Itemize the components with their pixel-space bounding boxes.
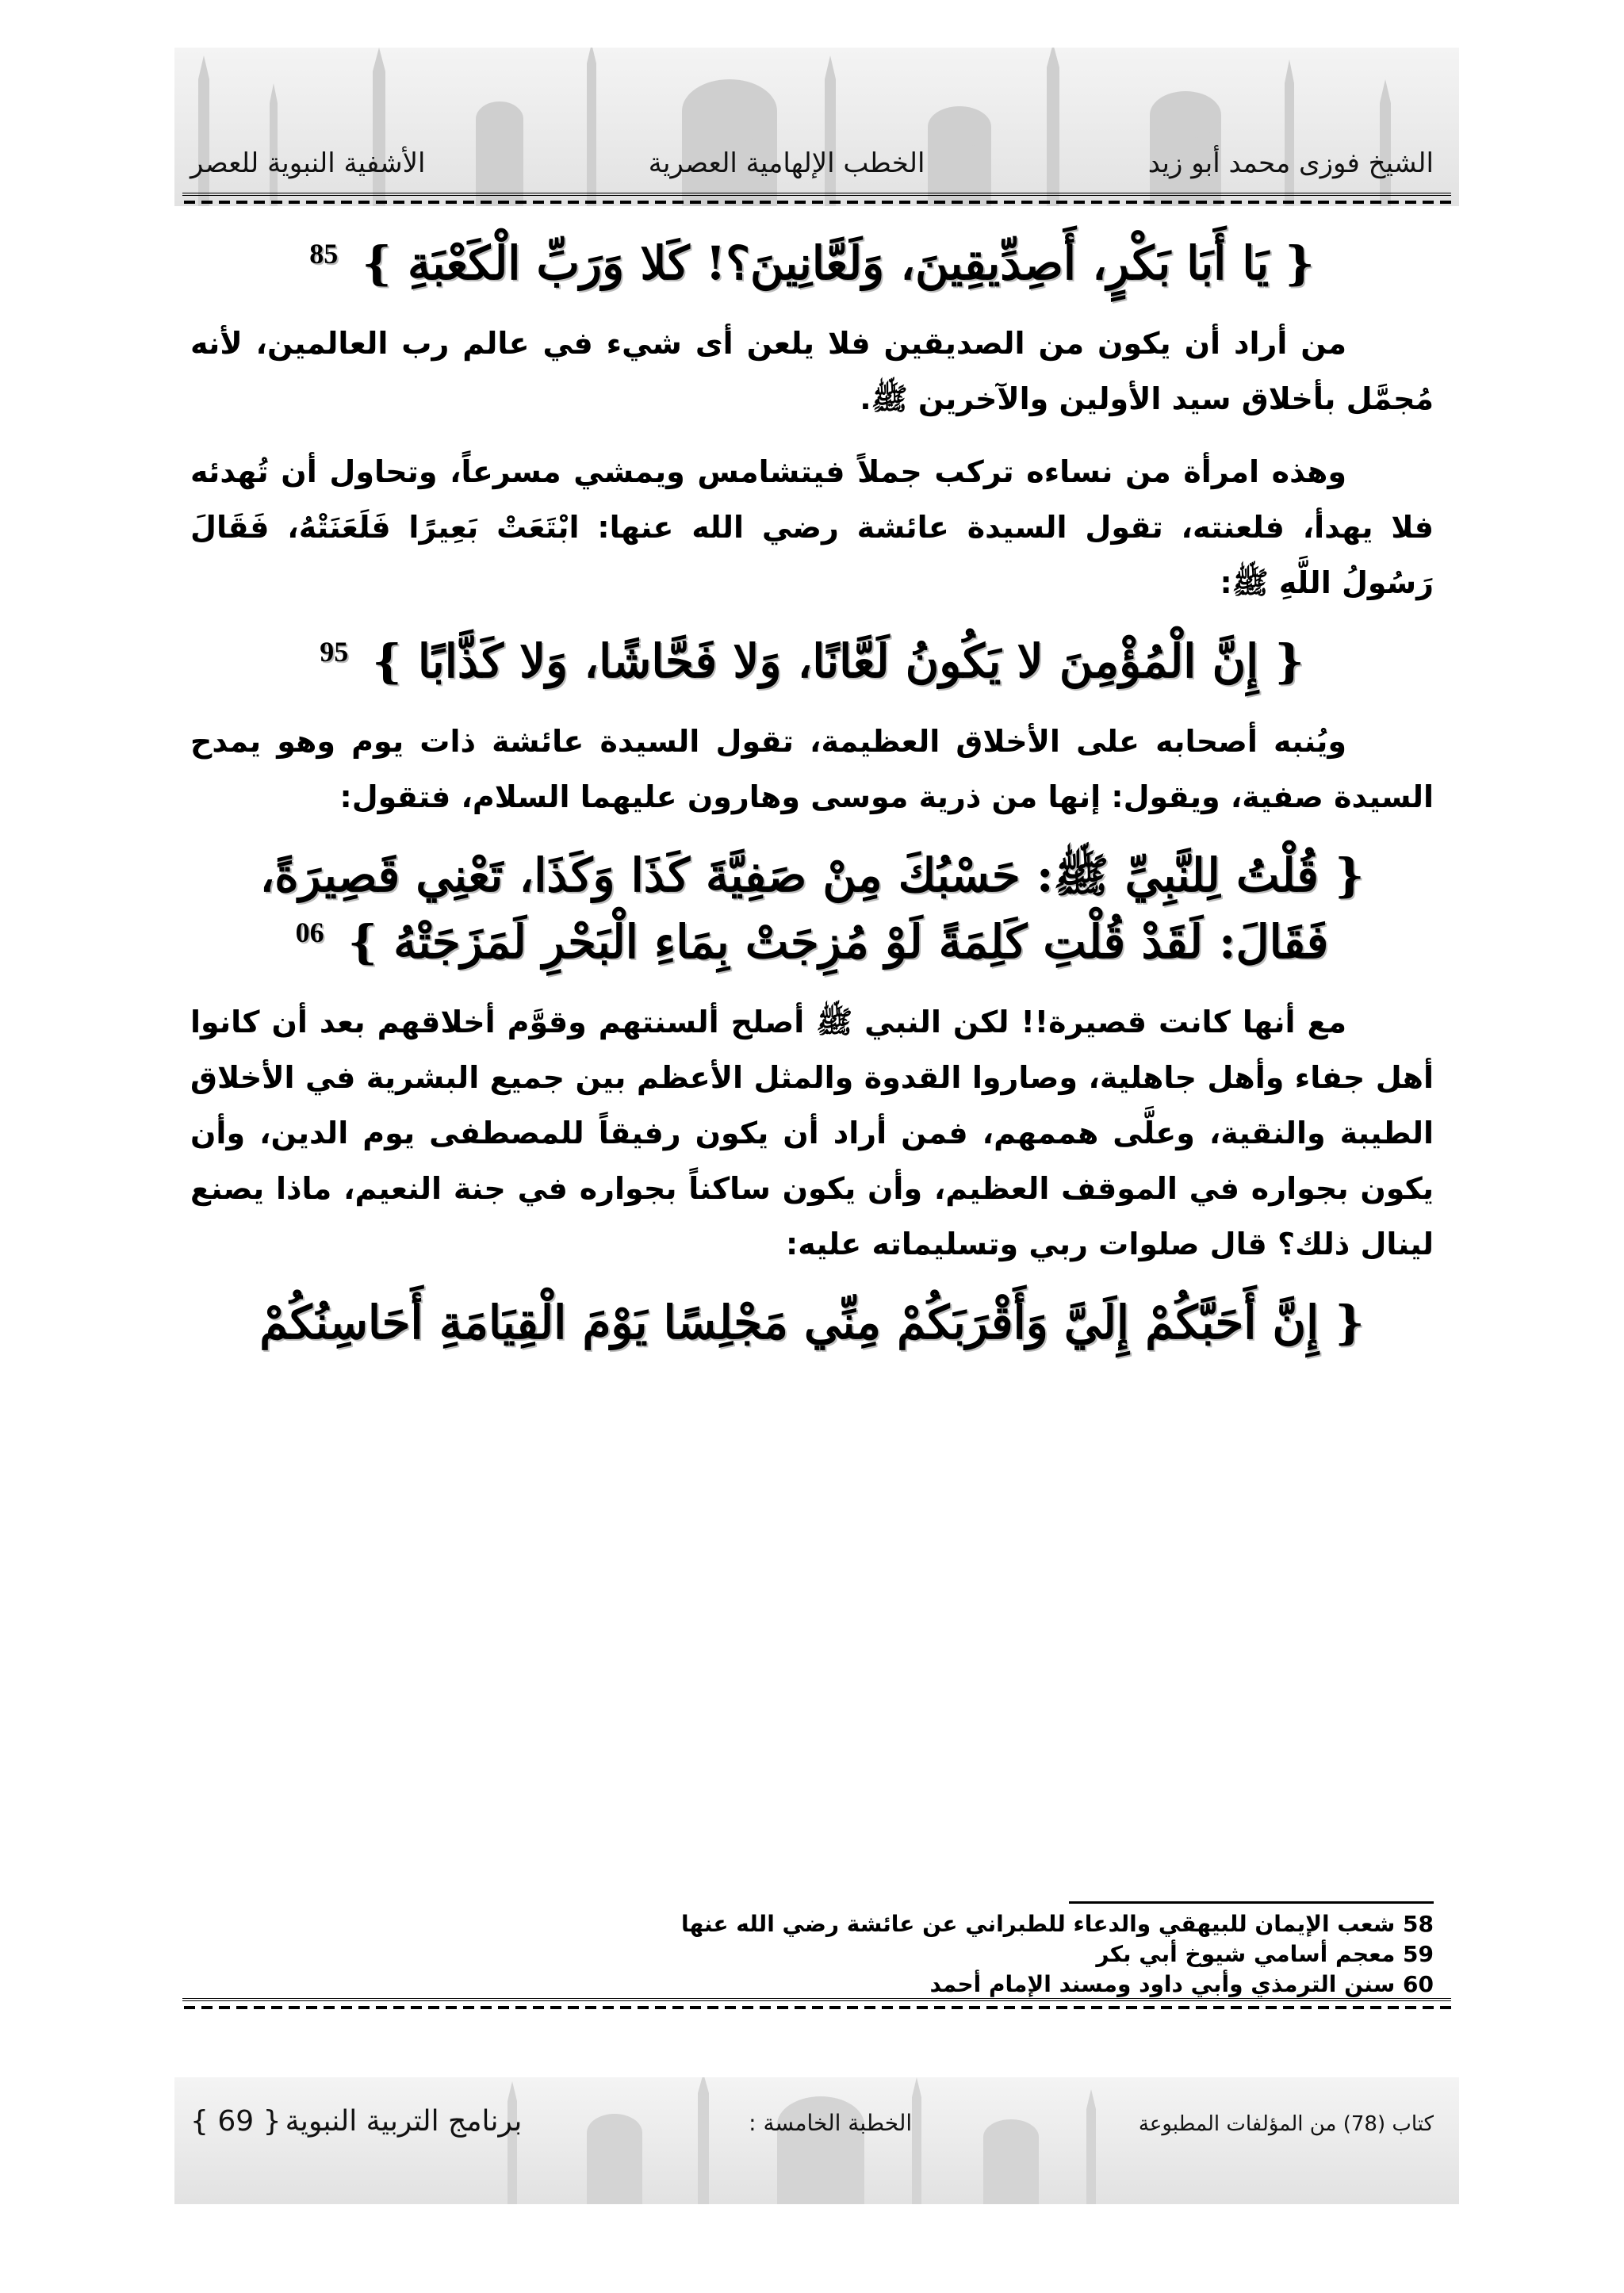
footnote-58: 58 شعب الإيمان للبيهقي والدعاء للطبراني عن عائشة رضي الله عنها: [680, 1911, 1434, 1937]
footnotes: [190, 1909, 1434, 2000]
footnote-59: 59 معجم أسامي شيوخ أبي بكر: [1096, 1941, 1434, 1967]
footer-book-note: كتاب (78) من المؤلفات المطبوعة: [1138, 2112, 1434, 2136]
page-body: [190, 222, 1434, 1375]
quote-line-2: فَقَالَ: لَقَدْ قُلْتِ كَلِمَةً لَوْ مُزِجَتْ بِمَاءِ الْبَحْرِ لَمَزَجَتْهُ }: [347, 915, 1329, 970]
header-rule: [182, 193, 1451, 210]
quote-reference: 06: [295, 916, 324, 948]
mosque-silhouette-icon: [174, 2077, 1459, 2204]
footer-khutba: الخطبة الخامسة :: [749, 2110, 913, 2136]
hadith-quote-3: [190, 842, 1434, 975]
running-header: [190, 147, 1434, 179]
header-decoration: [174, 48, 1459, 206]
paragraph-4: مع أنها كانت قصيرة!! لكن النبي ﷺ أصلح ألسنتهم وقوَّم أخلاقهم بعد أن كانوا أهل جفاء وأهل جاهلية، وصاروا القدوة والمثل الأعظم بين جميع البشرية في الأخلاق الطيبة والنقية، وعلَّى هممهم، فمن أراد أن يكون رفيقاً للمصطفى يوم الدين، وأن يكون بجواره في الموقف العظيم، وأن يكون ساكناً بجواره في جنة النعيم، ماذا يصنع لينال ذلك؟ قال صلوات ربي وتسليماته عليه:: [190, 1005, 1434, 1262]
paragraph-1: من أراد أن يكون من الصديقين فلا يلعن أى شيء في عالم رب العالمين، لأنه مُجمَّل بأخلاق سيد الأولين والآخرين ﷺ.: [190, 326, 1434, 417]
quote-line-1: { قُلْتُ لِلنَّبِيِّ ﷺ: حَسْبُكَ مِنْ صَفِيَّةَ كَذَا وَكَذَا، تَعْنِي قَصِيرَةً،: [259, 848, 1365, 903]
footnote-separator: [1069, 1901, 1434, 1904]
hadith-quote-2: [190, 628, 1434, 695]
header-series: الخطب الإلهامية العصرية: [648, 147, 925, 179]
page-number: { 69 }: [190, 2105, 282, 2138]
footnote-60: 60 سنن الترمذي وأبي داود ومسند الإمام أحمد: [929, 1971, 1434, 1997]
quote-text: { إِنَّ الْمُؤْمِنَ لا يَكُونُ لَعَّانًا، وَلا فَحَّاشًا، وَلا كَذَّابًا }: [372, 634, 1304, 689]
header-author: الشيخ فوزى محمد أبو زيد: [1147, 147, 1434, 179]
footer-program-group: [190, 2105, 522, 2138]
quote-text: { إِنَّ أَحَبَّكُمْ إِلَيَّ وَأَقْرَبَكُمْ مِنِّي مَجْلِسًا يَوْمَ الْقِيَامَةِ أَحَاسِنُكُمْ: [259, 1296, 1365, 1350]
mosque-silhouette-icon: [174, 48, 1459, 206]
quote-reference: 85: [309, 237, 339, 270]
paragraph-3: ويُنبه أصحابه على الأخلاق العظيمة، تقول السيدة عائشة ذات يوم وهو يمدح السيدة صفية، ويقول: إنها من ذرية موسى وهارون عليهما السلام، فتقول:: [190, 724, 1434, 815]
quote-line-2-wrapper: [190, 909, 1434, 975]
footer-rule: [182, 1998, 1451, 2015]
hadith-quote-4: [190, 1289, 1434, 1356]
header-book: الأشفية النبوية للعصر: [190, 147, 426, 179]
paragraph-2: وهذه امرأة من نساءه تركب جملاً فيتشامس ويمشي مسرعاً، وتحاول أن تُهدئه فلا يهدأ، فلعنته، تقول السيدة عائشة رضي الله عنها: ابْتَعَتْ بَعِيرًا فَلَعَنَتْهُ، فَقَالَ رَسُولُ اللَّهِ ﷺ:: [190, 454, 1434, 601]
footer-decoration: [174, 2077, 1459, 2204]
running-footer: [190, 2105, 1434, 2138]
footer-program: برنامج التربية النبوية: [285, 2105, 523, 2138]
quote-reference: 95: [320, 635, 349, 668]
hadith-quote-1: [190, 230, 1434, 297]
quote-text: { يَا أَبَا بَكْرٍ، أَصِدِّيقِينَ، وَلَعَّانِينَ؟! كَلا وَرَبِّ الْكَعْبَةِ }: [362, 236, 1315, 290]
